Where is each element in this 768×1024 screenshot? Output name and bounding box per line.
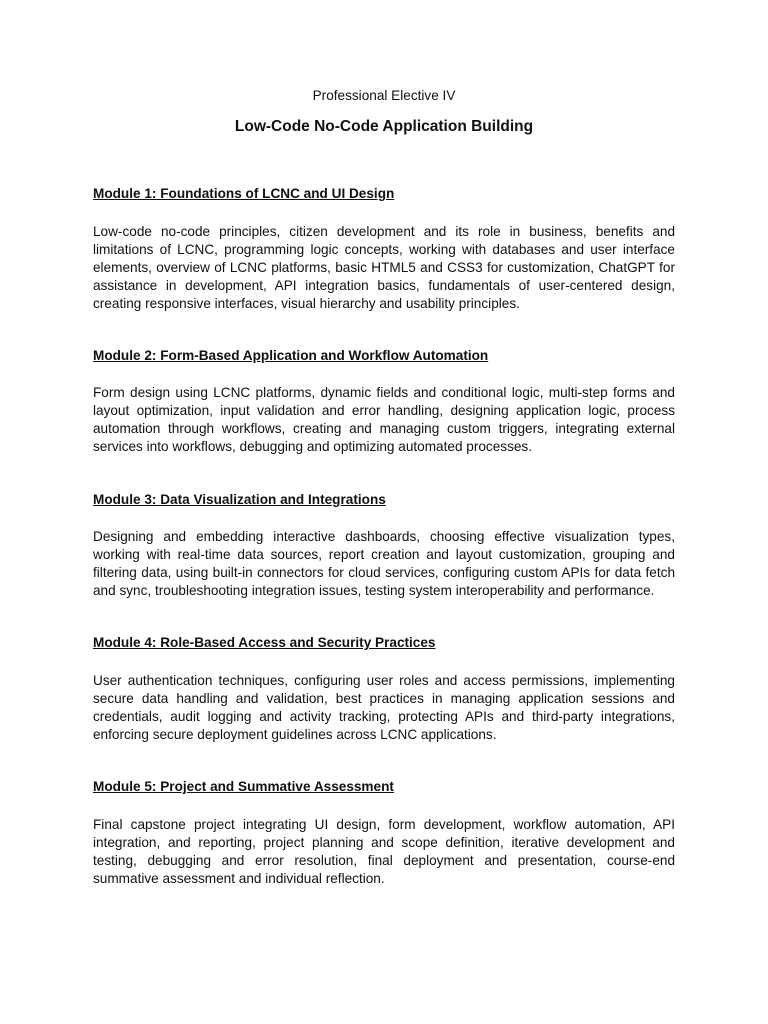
- module-5-body: Final capstone project integrating UI design, form development, workflow automation, API integration, and reporting, project planning and scope definition, iterative development and testing, debugging and error resolution, final deployment and presentation, course-end summative assessment and individual reflection.: [93, 817, 675, 886]
- module-1-body: Low-code no-code principles, citizen development and its role in business, benefits and limitations of LCNC, programming logic concepts, working with databases and user interface elements, overview of LCNC platforms, basic HTML5 and CSS3 for customization, ChatGPT for assistance in development, API integration basics, fundamentals of user-centered design, creating responsive interfaces, visual hierarchy and usability principles.: [93, 224, 675, 311]
- module-2-body: Form design using LCNC platforms, dynamic fields and conditional logic, multi-step forms and layout optimization, input validation and error handling, designing application logic, process automation through workflows, creating and managing custom triggers, integrating external services into workflows, debugging and optimizing automated processes.: [93, 385, 675, 454]
- module-2-heading: Module 2: Form-Based Application and Workflow Automation: [93, 348, 489, 363]
- module-4-body: User authentication techniques, configuring user roles and access permissions, implementing secure data handling and validation, best practices in managing application sessions and credentials, audit logging and activity tracking, protecting APIs and third-party integrations, enforcing secure deployment guidelines across LCNC applications.: [93, 673, 675, 742]
- module-1-heading: Module 1: Foundations of LCNC and UI Design: [93, 186, 395, 201]
- module-3-body: Designing and embedding interactive dashboards, choosing effective visualization types, working with real-time data sources, report creation and layout customization, grouping and filtering data, using built-in connectors for cloud services, configuring custom APIs for data fetch and sync, troubleshooting integration issues, testing system interoperability and performance.: [93, 529, 675, 598]
- module-5-heading: Module 5: Project and Summative Assessment: [93, 779, 394, 794]
- module-4-heading: Module 4: Role-Based Access and Security Practices: [93, 635, 436, 650]
- course-title: Low-Code No-Code Application Building: [234, 118, 534, 135]
- elective-label: Professional Elective IV: [312, 88, 456, 103]
- module-3-heading: Module 3: Data Visualization and Integrations: [93, 492, 386, 507]
